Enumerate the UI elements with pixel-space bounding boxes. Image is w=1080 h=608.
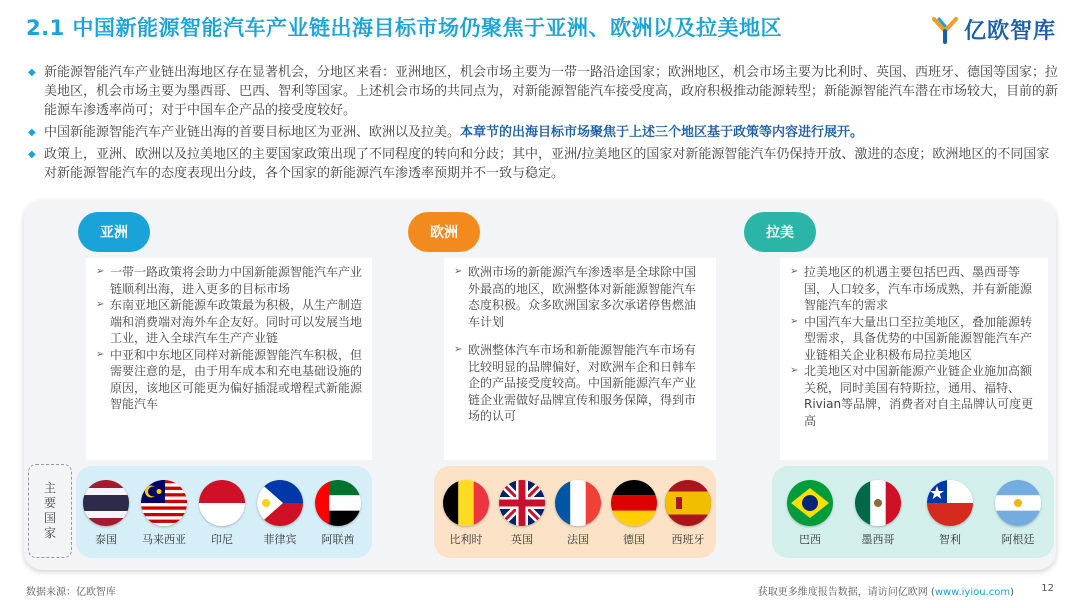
country-belgium: [436, 480, 496, 547]
country-label: 德国: [623, 533, 645, 546]
list-item: ➢ 东南亚地区新能源车政策最为积极，从生产制造端和消费端对海外车企友好。同时可以发展当地工业，进入全球汽车生产产业链: [96, 297, 362, 347]
flagbar-latam: [772, 466, 1054, 558]
main-countries-text: 主要国家: [43, 481, 56, 540]
country-label: 英国: [511, 533, 533, 546]
bullet-item: [28, 123, 1058, 142]
region-badge-latam: 拉美: [744, 212, 816, 252]
country-label: 阿联酋: [321, 533, 355, 546]
country-spain: [658, 480, 718, 547]
list-item: ➢ 拉美地区的机遇主要包括巴西、墨西哥等国，人口较多，汽车市场成熟，并有新能源智能汽车的需求: [790, 264, 1038, 314]
list-item: ➢ 中亚和中东地区同样对新能源智能汽车积极，但需要注意的是，由于用车成本和充电基础设施的原因，该地区可能更为偏好插混或增程式新能源智能汽车: [96, 347, 362, 413]
summary-bullets: [28, 63, 1058, 186]
thailand-flag-icon: [83, 480, 129, 526]
uk-flag-icon: [499, 480, 545, 526]
country-label: 巴西: [799, 533, 821, 546]
country-label: 阿根廷: [1001, 533, 1035, 546]
country-label: 菲律宾: [263, 533, 297, 546]
indonesia-flag-icon: [199, 480, 245, 526]
country-thailand: [76, 480, 136, 547]
country-argentina: [988, 480, 1048, 547]
country-germany: [604, 480, 664, 547]
list-item: ➢ 欧洲整体汽车市场和新能源智能汽车市场有比较明显的品牌偏好，对欧洲车企和日韩车企的产品接受度较高。中国新能源汽车产业链企业需做好品牌宣传和服务保障，得到市场的认可: [454, 342, 706, 425]
france-flag-icon: [555, 480, 601, 526]
logo-text: 亿欧智库: [963, 19, 1056, 44]
flagbar-europe: [434, 466, 716, 558]
country-label: 西班牙: [671, 533, 705, 546]
philippines-flag-icon: [257, 480, 303, 526]
footer-cta-suffix: ): [1010, 587, 1014, 598]
country-label: 泰国: [95, 533, 117, 546]
country-uk: [492, 480, 552, 547]
bullet-text: 中国新能源智能汽车产业链出海的首要目标地区为亚洲、欧洲以及拉美。: [44, 125, 461, 140]
main-countries-label: [28, 464, 72, 558]
country-chile: [920, 480, 980, 547]
chile-flag-icon: [927, 480, 973, 526]
malaysia-flag-icon: [141, 480, 187, 526]
footer-cta: [758, 583, 1014, 598]
country-label: 比利时: [449, 533, 483, 546]
brand-logo: [930, 14, 1056, 45]
region-badge-asia: 亚洲: [78, 212, 150, 252]
bullet-highlight: 本章节的出海目标市场聚焦于上述三个地区基于政策等内容进行展开。: [460, 125, 864, 140]
country-label: 马来西亚: [142, 533, 186, 546]
country-label: 墨西哥: [861, 533, 895, 546]
country-brazil: [780, 480, 840, 547]
website-link[interactable]: www.iyiou.com: [934, 587, 1011, 598]
belgium-flag-icon: [443, 480, 489, 526]
bullet-text: 政策上，亚洲、欧洲以及拉美地区的主要国家政策出现了不同程度的转向和分歧；其中，亚洲/拉美地区的国家对新能源智能汽车仍保持开放、激进的态度；欧洲地区的不同国家对新能源智能汽车的态度表现出分歧，各个国家的新能源汽车渗透率预期并不一致与稳定。: [44, 147, 1050, 181]
logo-icon: [930, 15, 960, 45]
region-textbox-asia: [86, 258, 372, 460]
bullet-text: 新能源智能汽车产业链出海地区存在显著机会，分地区来看：亚洲地区，机会市场主要为一带一路沿途国家；欧洲地区，机会市场主要为比利时、英国、西班牙、德国等国家；拉美地区，机会市场主要为墨西哥、巴西、智利等国家。上述机会市场的共同点为，对新能源智能汽车接受度高，政府积极推动能源转型；新能源智能汽车潜在市场较大，目前的新能源车渗透率尚可；对于中国车企产品的接受度较好。: [44, 65, 1059, 118]
country-label: 智利: [939, 533, 961, 546]
country-label: 法国: [567, 533, 589, 546]
data-source: 数据来源：亿欧智库: [26, 587, 116, 598]
uae-flag-icon: [315, 480, 361, 526]
page-number: 12: [1041, 583, 1054, 594]
spain-flag-icon: [665, 480, 711, 526]
list-item: ➢ 一带一路政策将会助力中国新能源智能汽车产业链顺利出海，进入更多的目标市场: [96, 264, 362, 297]
mexico-flag-icon: [855, 480, 901, 526]
flagbar-asia: [76, 466, 372, 558]
country-indonesia: [192, 480, 252, 547]
footer-cta-text: 获取更多维度报告数据，请访问亿欧网 (: [757, 587, 935, 598]
list-item: ➢ 中国汽车大量出口至拉美地区，叠加能源转型需求，具备优势的中国新能源智能汽车产业链相关企业积极布局拉美地区: [790, 314, 1038, 364]
brazil-flag-icon: [787, 480, 833, 526]
argentina-flag-icon: [995, 480, 1041, 526]
country-france: [548, 480, 608, 547]
list-item: ➢ 欧洲市场的新能源汽车渗透率是全球除中国外最高的地区，欧洲整体对新能源智能汽车态度积极。众多欧洲国家多次承诺停售燃油车计划: [454, 264, 706, 330]
country-label: 印尼: [211, 533, 233, 546]
bullet-item: [28, 63, 1058, 120]
country-philippines: [250, 480, 310, 547]
region-textbox-latam: [780, 258, 1048, 460]
list-item: ➢ 北美地区对中国新能源产业链企业施加高额关税，同时美国有特斯拉，通用、福特、Rivian等品牌，消费者对自主品牌认可度更高: [790, 363, 1038, 429]
region-textbox-europe: [444, 258, 716, 460]
bullet-item: [28, 145, 1058, 183]
region-badge-europe: 欧洲: [408, 212, 480, 252]
country-uae: [308, 480, 368, 547]
country-mexico: [848, 480, 908, 547]
germany-flag-icon: [611, 480, 657, 526]
page-title: 2.1 中国新能源智能汽车产业链出海目标市场仍聚焦于亚洲、欧洲以及拉美地区: [26, 16, 783, 40]
country-malaysia: [134, 480, 194, 547]
